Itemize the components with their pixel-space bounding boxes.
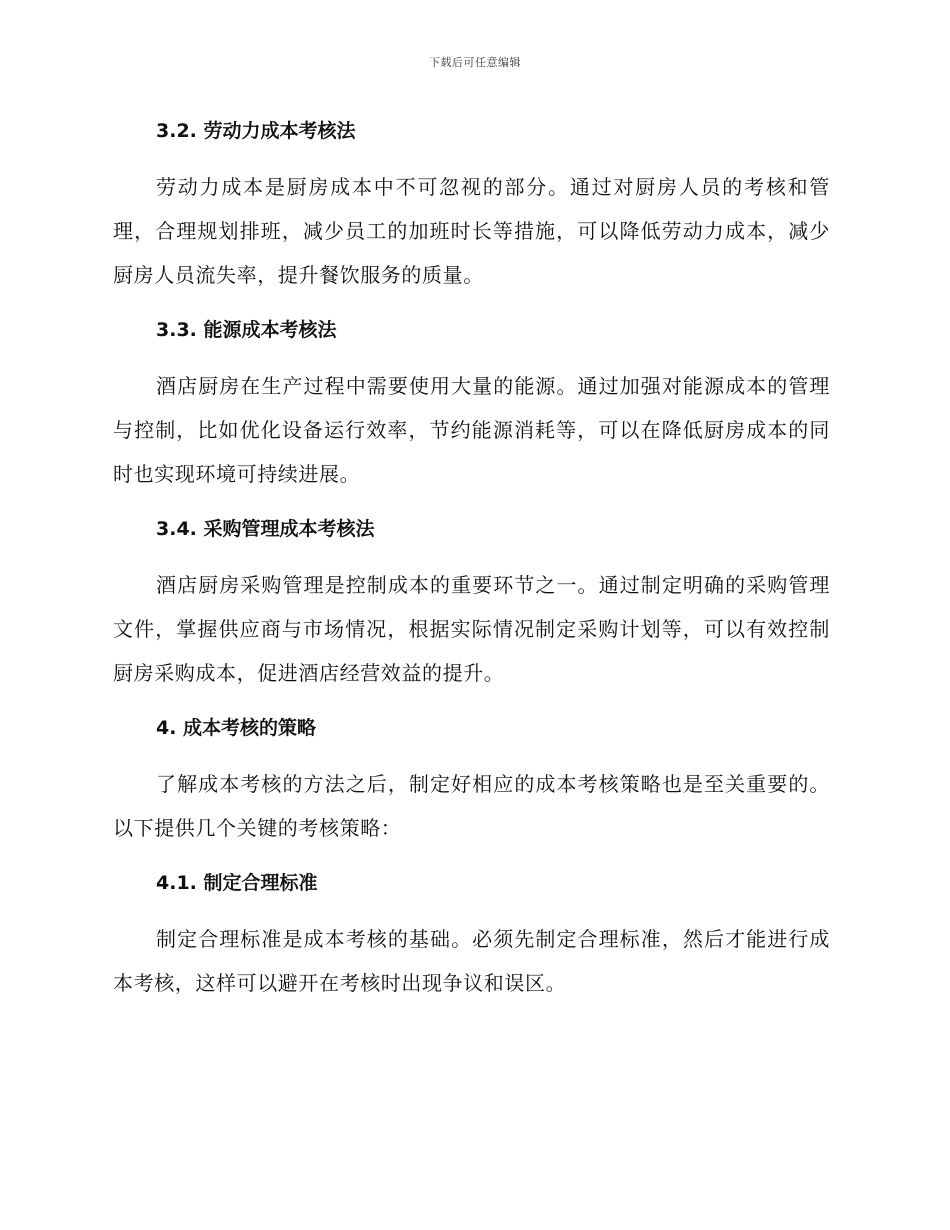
section-paragraph-4-1: 制定合理标准是成本考核的基础。必须先制定合理标准，然后才能进行成本考核，这样可以避开在考核时出现争议和误区。	[113, 927, 830, 995]
section-paragraph-3-4: 酒店厨房采购管理是控制成本的重要环节之一。通过制定明确的采购管理文件，掌握供应商与市场情况，根据实际情况制定采购计划等，可以有效控制厨房采购成本，促进酒店经营效益的提升。	[113, 573, 830, 685]
header-note: 下载后可任意编辑	[429, 56, 521, 69]
section-paragraph-4: 了解成本考核的方法之后，制定好相应的成本考核策略也是至关重要的。以下提供几个关键的考核策略：	[113, 772, 830, 840]
section-paragraph-3-2: 劳动力成本是厨房成本中不可忽视的部分。通过对厨房人员的考核和管理，合理规划排班，减少员工的加班时长等措施，可以降低劳动力成本，减少厨房人员流失率，提升餐饮服务的质量。	[113, 175, 830, 287]
document-body	[113, 112, 830, 1005]
section-heading-4: 4. 成本考核的策略	[156, 717, 317, 739]
section-heading-3-4: 3.4. 采购管理成本考核法	[156, 518, 375, 540]
section-heading-4-1: 4.1. 制定合理标准	[156, 872, 318, 894]
section-heading-3-2: 3.2. 劳动力成本考核法	[156, 120, 356, 142]
section-heading-3-3: 3.3. 能源成本考核法	[156, 319, 337, 341]
section-paragraph-3-3: 酒店厨房在生产过程中需要使用大量的能源。通过加强对能源成本的管理与控制，比如优化设备运行效率，节约能源消耗等，可以在降低厨房成本的同时也实现环境可持续进展。	[113, 374, 830, 486]
